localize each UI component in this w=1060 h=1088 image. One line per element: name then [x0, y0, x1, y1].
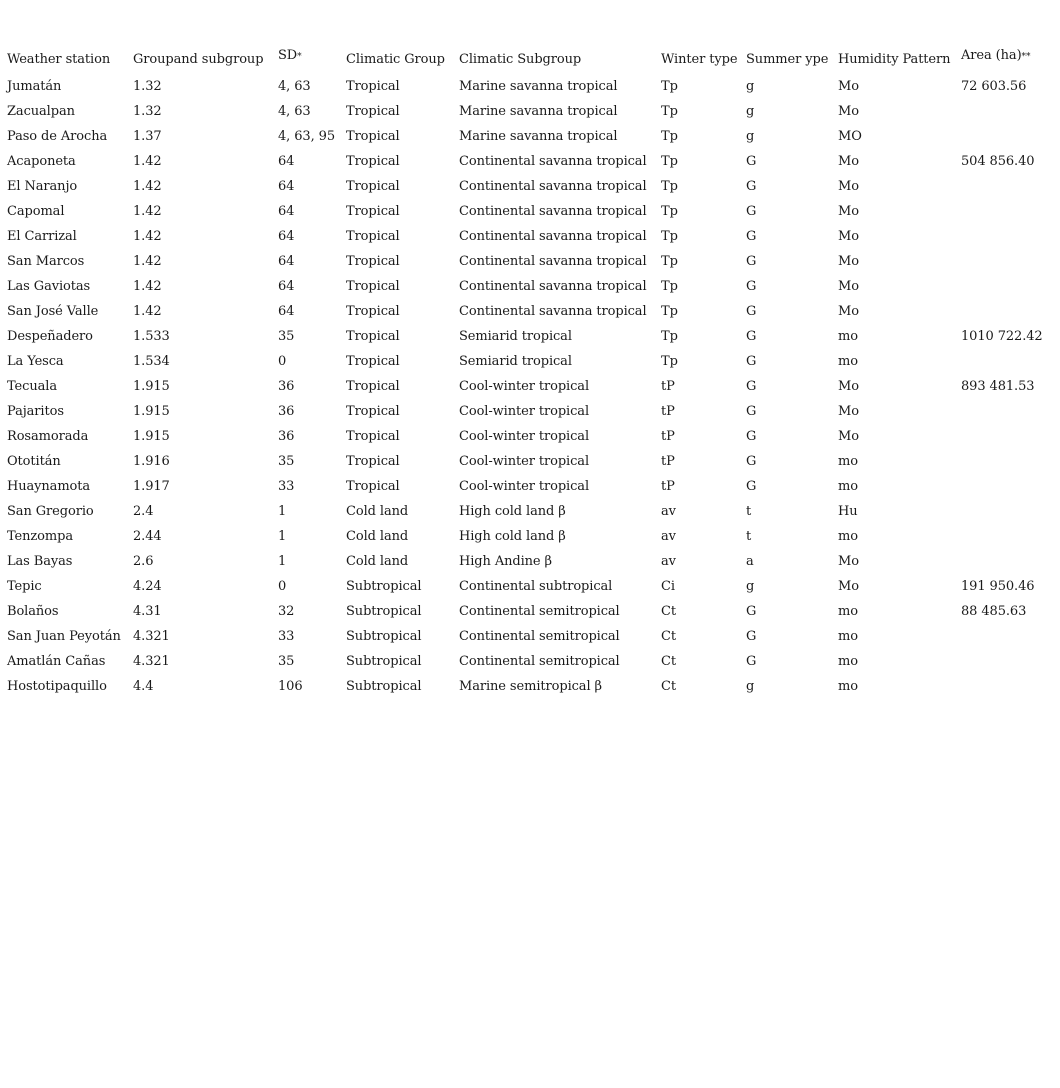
- cell-weather-station: Zacualpan: [7, 104, 75, 119]
- cell-climatic-group: Subtropical: [346, 679, 422, 694]
- cell-summer-type: G: [746, 254, 757, 269]
- cell-summer-type: G: [746, 354, 757, 369]
- cell-weather-station: San Marcos: [7, 254, 85, 269]
- cell-climatic-group: Tropical: [346, 204, 400, 219]
- cell-humidity-pattern: mo: [838, 479, 858, 494]
- cell-summer-type: a: [746, 554, 754, 569]
- cell-area: [961, 99, 1057, 124]
- cell-summer-type: G: [746, 154, 757, 169]
- cell-climatic-subgroup: Marine semitropical β: [459, 679, 602, 694]
- cell-climatic-group: Tropical: [346, 179, 400, 194]
- cell-humidity-pattern: Mo: [838, 79, 859, 94]
- cell-group-subgroup: 1.32: [133, 79, 162, 94]
- cell-area: 72 603.56: [961, 79, 1027, 94]
- cell-sd: 36: [278, 429, 295, 444]
- header-winter-type: Winter type: [661, 51, 738, 67]
- cell-group-subgroup: 1.42: [133, 279, 162, 294]
- cell-climatic-subgroup: Cool-winter tropical: [459, 429, 590, 444]
- cell-weather-station: Tenzompa: [7, 529, 74, 544]
- cell-winter-type: Tp: [661, 354, 678, 369]
- cell-climatic-subgroup: Continental savanna tropical: [459, 254, 647, 269]
- cell-humidity-pattern: Mo: [838, 404, 859, 419]
- cell-sd: 64: [278, 154, 295, 169]
- table-row: [7, 374, 1057, 399]
- table-row: [7, 399, 1057, 424]
- cell-winter-type: Tp: [661, 179, 678, 194]
- cell-sd: 35: [278, 654, 295, 669]
- cell-summer-type: G: [746, 304, 757, 319]
- cell-humidity-pattern: Mo: [838, 429, 859, 444]
- cell-weather-station: San José Valle: [7, 304, 99, 319]
- cell-climatic-group: Cold land: [346, 529, 409, 544]
- cell-humidity-pattern: mo: [838, 354, 858, 369]
- cell-winter-type: Tp: [661, 79, 678, 94]
- cell-climatic-subgroup: Continental savanna tropical: [459, 204, 647, 219]
- cell-group-subgroup: 2.6: [133, 554, 154, 569]
- cell-area: 88 485.63: [961, 604, 1027, 619]
- cell-group-subgroup: 4.31: [133, 604, 162, 619]
- cell-humidity-pattern: Mo: [838, 304, 859, 319]
- cell-sd: 64: [278, 254, 295, 269]
- cell-humidity-pattern: Mo: [838, 229, 859, 244]
- cell-climatic-group: Cold land: [346, 554, 409, 569]
- cell-area: [961, 474, 1057, 499]
- cell-area: [961, 424, 1057, 449]
- cell-climatic-subgroup: Continental savanna tropical: [459, 229, 647, 244]
- cell-winter-type: av: [661, 529, 676, 544]
- cell-group-subgroup: 1.917: [133, 479, 170, 494]
- cell-humidity-pattern: Mo: [838, 154, 859, 169]
- cell-area: 191 950.46: [961, 579, 1035, 594]
- table-row: [7, 174, 1057, 199]
- cell-climatic-group: Subtropical: [346, 654, 422, 669]
- cell-weather-station: Rosamorada: [7, 429, 89, 444]
- header-climatic-subgroup: Climatic Subgroup: [459, 51, 582, 67]
- cell-climatic-group: Tropical: [346, 404, 400, 419]
- cell-summer-type: G: [746, 429, 757, 444]
- cell-humidity-pattern: mo: [838, 679, 858, 694]
- climate-classification-table: [7, 44, 1057, 699]
- cell-summer-type: g: [746, 129, 755, 144]
- cell-climatic-group: Subtropical: [346, 629, 422, 644]
- cell-climatic-subgroup: Cool-winter tropical: [459, 454, 590, 469]
- cell-sd: 32: [278, 604, 295, 619]
- cell-group-subgroup: 1.42: [133, 229, 162, 244]
- cell-sd: 64: [278, 279, 295, 294]
- cell-sd: 1: [278, 554, 287, 569]
- table-row: [7, 224, 1057, 249]
- cell-area: [961, 174, 1057, 199]
- cell-summer-type: t: [746, 529, 752, 544]
- cell-climatic-subgroup: Semiarid tropical: [459, 354, 572, 369]
- header-sd: [278, 44, 346, 74]
- document-page: [7, 44, 1057, 699]
- cell-climatic-group: Tropical: [346, 254, 400, 269]
- cell-summer-type: G: [746, 479, 757, 494]
- cell-climatic-subgroup: Continental savanna tropical: [459, 304, 647, 319]
- cell-climatic-subgroup: High cold land β: [459, 529, 566, 544]
- cell-area: [961, 199, 1057, 224]
- cell-climatic-group: Tropical: [346, 104, 400, 119]
- cell-sd: 36: [278, 379, 295, 394]
- cell-climatic-group: Tropical: [346, 129, 400, 144]
- table-row: [7, 674, 1057, 699]
- table-row: [7, 349, 1057, 374]
- cell-winter-type: Ct: [661, 654, 676, 669]
- cell-climatic-subgroup: Continental semitropical: [459, 629, 620, 644]
- table-body: [7, 74, 1057, 699]
- cell-weather-station: Bolaños: [7, 604, 59, 619]
- cell-winter-type: Ct: [661, 629, 676, 644]
- cell-group-subgroup: 2.44: [133, 529, 162, 544]
- cell-climatic-group: Tropical: [346, 304, 400, 319]
- cell-climatic-subgroup: Cool-winter tropical: [459, 379, 590, 394]
- cell-winter-type: tP: [661, 379, 675, 394]
- cell-group-subgroup: 1.533: [133, 329, 170, 344]
- cell-climatic-group: Tropical: [346, 354, 400, 369]
- header-area: [961, 44, 1057, 74]
- cell-summer-type: G: [746, 329, 757, 344]
- cell-weather-station: San Gregorio: [7, 504, 94, 519]
- cell-area: [961, 124, 1057, 149]
- cell-weather-station: Las Gaviotas: [7, 279, 91, 294]
- cell-winter-type: tP: [661, 479, 675, 494]
- table-row: [7, 449, 1057, 474]
- cell-group-subgroup: 1.37: [133, 129, 162, 144]
- cell-climatic-subgroup: Marine savanna tropical: [459, 129, 618, 144]
- cell-summer-type: G: [746, 454, 757, 469]
- cell-summer-type: G: [746, 629, 757, 644]
- table-header: [7, 44, 1057, 74]
- cell-weather-station: Tepic: [7, 579, 42, 594]
- cell-area: 1010 722.42: [961, 329, 1043, 344]
- cell-climatic-subgroup: Continental semitropical: [459, 604, 620, 619]
- cell-sd: 4, 63: [278, 79, 311, 94]
- cell-summer-type: g: [746, 679, 755, 694]
- cell-humidity-pattern: Hu: [838, 504, 858, 519]
- cell-climatic-group: Tropical: [346, 279, 400, 294]
- cell-area: [961, 499, 1057, 524]
- header-climatic-group: Climatic Group: [346, 51, 445, 67]
- cell-climatic-subgroup: High cold land β: [459, 504, 566, 519]
- cell-climatic-group: Tropical: [346, 379, 400, 394]
- cell-climatic-group: Tropical: [346, 79, 400, 94]
- cell-area: [961, 224, 1057, 249]
- cell-area: [961, 524, 1057, 549]
- cell-humidity-pattern: MO: [838, 129, 862, 144]
- cell-humidity-pattern: Mo: [838, 179, 859, 194]
- cell-summer-type: G: [746, 604, 757, 619]
- cell-group-subgroup: 1.915: [133, 404, 170, 419]
- cell-weather-station: Acaponeta: [7, 154, 76, 169]
- cell-summer-type: g: [746, 79, 755, 94]
- cell-area: [961, 449, 1057, 474]
- cell-climatic-subgroup: Continental semitropical: [459, 654, 620, 669]
- header-area-footnote-mark: **: [1021, 51, 1031, 62]
- cell-group-subgroup: 1.915: [133, 379, 170, 394]
- cell-humidity-pattern: mo: [838, 654, 858, 669]
- table-row: [7, 524, 1057, 549]
- cell-weather-station: Despeñadero: [7, 329, 93, 344]
- cell-climatic-group: Subtropical: [346, 604, 422, 619]
- cell-winter-type: Tp: [661, 229, 678, 244]
- cell-winter-type: Tp: [661, 204, 678, 219]
- cell-weather-station: San Juan Peyotán: [7, 629, 121, 644]
- cell-summer-type: t: [746, 504, 752, 519]
- cell-weather-station: Huaynamota: [7, 479, 91, 494]
- cell-sd: 1: [278, 504, 287, 519]
- cell-winter-type: av: [661, 504, 676, 519]
- cell-humidity-pattern: mo: [838, 629, 858, 644]
- header-group-subgroup: Groupand subgroup: [133, 51, 264, 67]
- cell-winter-type: tP: [661, 429, 675, 444]
- cell-climatic-group: Tropical: [346, 479, 400, 494]
- cell-winter-type: Tp: [661, 329, 678, 344]
- cell-summer-type: g: [746, 104, 755, 119]
- table-row: [7, 499, 1057, 524]
- cell-climatic-subgroup: Continental subtropical: [459, 579, 613, 594]
- cell-area: [961, 249, 1057, 274]
- cell-area: [961, 649, 1057, 674]
- cell-summer-type: G: [746, 279, 757, 294]
- cell-group-subgroup: 1.916: [133, 454, 170, 469]
- cell-group-subgroup: 1.42: [133, 154, 162, 169]
- cell-climatic-subgroup: Marine savanna tropical: [459, 104, 618, 119]
- cell-humidity-pattern: Mo: [838, 254, 859, 269]
- cell-humidity-pattern: mo: [838, 604, 858, 619]
- table-row: [7, 324, 1057, 349]
- cell-sd: 35: [278, 329, 295, 344]
- cell-winter-type: av: [661, 554, 676, 569]
- cell-humidity-pattern: Mo: [838, 104, 859, 119]
- cell-summer-type: G: [746, 654, 757, 669]
- table-row: [7, 299, 1057, 324]
- cell-summer-type: G: [746, 179, 757, 194]
- cell-sd: 36: [278, 404, 295, 419]
- cell-group-subgroup: 4.321: [133, 629, 170, 644]
- cell-humidity-pattern: Mo: [838, 554, 859, 569]
- cell-weather-station: Hostotipaquillo: [7, 679, 107, 694]
- header-weather-station: Weather station: [7, 51, 111, 67]
- cell-weather-station: El Naranjo: [7, 179, 78, 194]
- cell-group-subgroup: 1.32: [133, 104, 162, 119]
- header-row: [7, 44, 1057, 74]
- table-row: [7, 149, 1057, 174]
- cell-climatic-group: Tropical: [346, 229, 400, 244]
- table-row: [7, 99, 1057, 124]
- cell-group-subgroup: 4.321: [133, 654, 170, 669]
- cell-summer-type: g: [746, 579, 755, 594]
- cell-area: [961, 674, 1057, 699]
- table-row: [7, 74, 1057, 99]
- cell-climatic-subgroup: Semiarid tropical: [459, 329, 572, 344]
- table-row: [7, 124, 1057, 149]
- cell-area: [961, 274, 1057, 299]
- cell-climatic-group: Subtropical: [346, 579, 422, 594]
- table-row: [7, 274, 1057, 299]
- table-row: [7, 574, 1057, 599]
- cell-summer-type: G: [746, 404, 757, 419]
- cell-sd: 64: [278, 229, 295, 244]
- cell-winter-type: Ct: [661, 679, 676, 694]
- cell-sd: 106: [278, 679, 303, 694]
- cell-humidity-pattern: mo: [838, 454, 858, 469]
- table-row: [7, 649, 1057, 674]
- cell-summer-type: G: [746, 204, 757, 219]
- cell-climatic-subgroup: Marine savanna tropical: [459, 79, 618, 94]
- cell-winter-type: Tp: [661, 304, 678, 319]
- cell-group-subgroup: 1.534: [133, 354, 170, 369]
- header-sd-footnote-mark: *: [297, 51, 302, 62]
- cell-weather-station: La Yesca: [7, 354, 64, 369]
- cell-summer-type: G: [746, 379, 757, 394]
- cell-weather-station: Amatlán Cañas: [7, 654, 106, 669]
- cell-climatic-subgroup: High Andine β: [459, 554, 552, 569]
- cell-climatic-group: Cold land: [346, 504, 409, 519]
- cell-humidity-pattern: mo: [838, 529, 858, 544]
- table-row: [7, 424, 1057, 449]
- table-row: [7, 549, 1057, 574]
- cell-group-subgroup: 2.4: [133, 504, 154, 519]
- cell-group-subgroup: 1.42: [133, 254, 162, 269]
- table-row: [7, 199, 1057, 224]
- cell-winter-type: Tp: [661, 104, 678, 119]
- cell-climatic-group: Tropical: [346, 154, 400, 169]
- cell-weather-station: Paso de Arocha: [7, 129, 108, 144]
- cell-weather-station: El Carrizal: [7, 229, 77, 244]
- cell-winter-type: tP: [661, 404, 675, 419]
- cell-climatic-subgroup: Continental savanna tropical: [459, 279, 647, 294]
- cell-sd: 0: [278, 579, 287, 594]
- cell-sd: 4, 63: [278, 104, 311, 119]
- cell-group-subgroup: 1.915: [133, 429, 170, 444]
- cell-winter-type: Ct: [661, 604, 676, 619]
- cell-weather-station: Tecuala: [7, 379, 57, 394]
- header-sd-label: SD: [278, 47, 298, 63]
- cell-group-subgroup: 1.42: [133, 304, 162, 319]
- cell-sd: 35: [278, 454, 295, 469]
- cell-weather-station: Capomal: [7, 204, 65, 219]
- cell-sd: 0: [278, 354, 287, 369]
- cell-winter-type: Tp: [661, 279, 678, 294]
- cell-climatic-subgroup: Continental savanna tropical: [459, 154, 647, 169]
- cell-sd: 1: [278, 529, 287, 544]
- cell-climatic-subgroup: Continental savanna tropical: [459, 179, 647, 194]
- cell-winter-type: Tp: [661, 154, 678, 169]
- cell-sd: 64: [278, 304, 295, 319]
- cell-winter-type: Tp: [661, 254, 678, 269]
- cell-sd: 33: [278, 479, 295, 494]
- cell-humidity-pattern: mo: [838, 329, 858, 344]
- cell-group-subgroup: 1.42: [133, 179, 162, 194]
- cell-sd: 64: [278, 179, 295, 194]
- cell-humidity-pattern: Mo: [838, 379, 859, 394]
- cell-climatic-subgroup: Cool-winter tropical: [459, 479, 590, 494]
- table-row: [7, 624, 1057, 649]
- cell-sd: 4, 63, 95: [278, 129, 335, 144]
- cell-area: [961, 624, 1057, 649]
- cell-winter-type: Tp: [661, 129, 678, 144]
- cell-humidity-pattern: Mo: [838, 279, 859, 294]
- header-summer-type: Summer ype: [746, 51, 829, 67]
- cell-humidity-pattern: Mo: [838, 579, 859, 594]
- table-row: [7, 249, 1057, 274]
- cell-area: 504 856.40: [961, 154, 1035, 169]
- cell-weather-station: Jumatán: [7, 79, 62, 94]
- cell-group-subgroup: 4.24: [133, 579, 162, 594]
- header-humidity-pattern: Humidity Pattern: [838, 51, 951, 67]
- cell-climatic-group: Tropical: [346, 429, 400, 444]
- cell-area: [961, 349, 1057, 374]
- cell-area: [961, 299, 1057, 324]
- cell-group-subgroup: 1.42: [133, 204, 162, 219]
- cell-area: 893 481.53: [961, 379, 1035, 394]
- header-area-label: Area (ha): [961, 47, 1022, 63]
- cell-climatic-subgroup: Cool-winter tropical: [459, 404, 590, 419]
- cell-weather-station: Las Bayas: [7, 554, 73, 569]
- cell-group-subgroup: 4.4: [133, 679, 154, 694]
- table-row: [7, 474, 1057, 499]
- cell-sd: 33: [278, 629, 295, 644]
- cell-area: [961, 399, 1057, 424]
- cell-climatic-group: Tropical: [346, 329, 400, 344]
- cell-weather-station: Ototitán: [7, 454, 61, 469]
- cell-summer-type: G: [746, 229, 757, 244]
- cell-sd: 64: [278, 204, 295, 219]
- cell-humidity-pattern: Mo: [838, 204, 859, 219]
- table-row: [7, 599, 1057, 624]
- cell-winter-type: tP: [661, 454, 675, 469]
- cell-winter-type: Ci: [661, 579, 675, 594]
- cell-climatic-group: Tropical: [346, 454, 400, 469]
- cell-weather-station: Pajaritos: [7, 404, 64, 419]
- cell-area: [961, 549, 1057, 574]
